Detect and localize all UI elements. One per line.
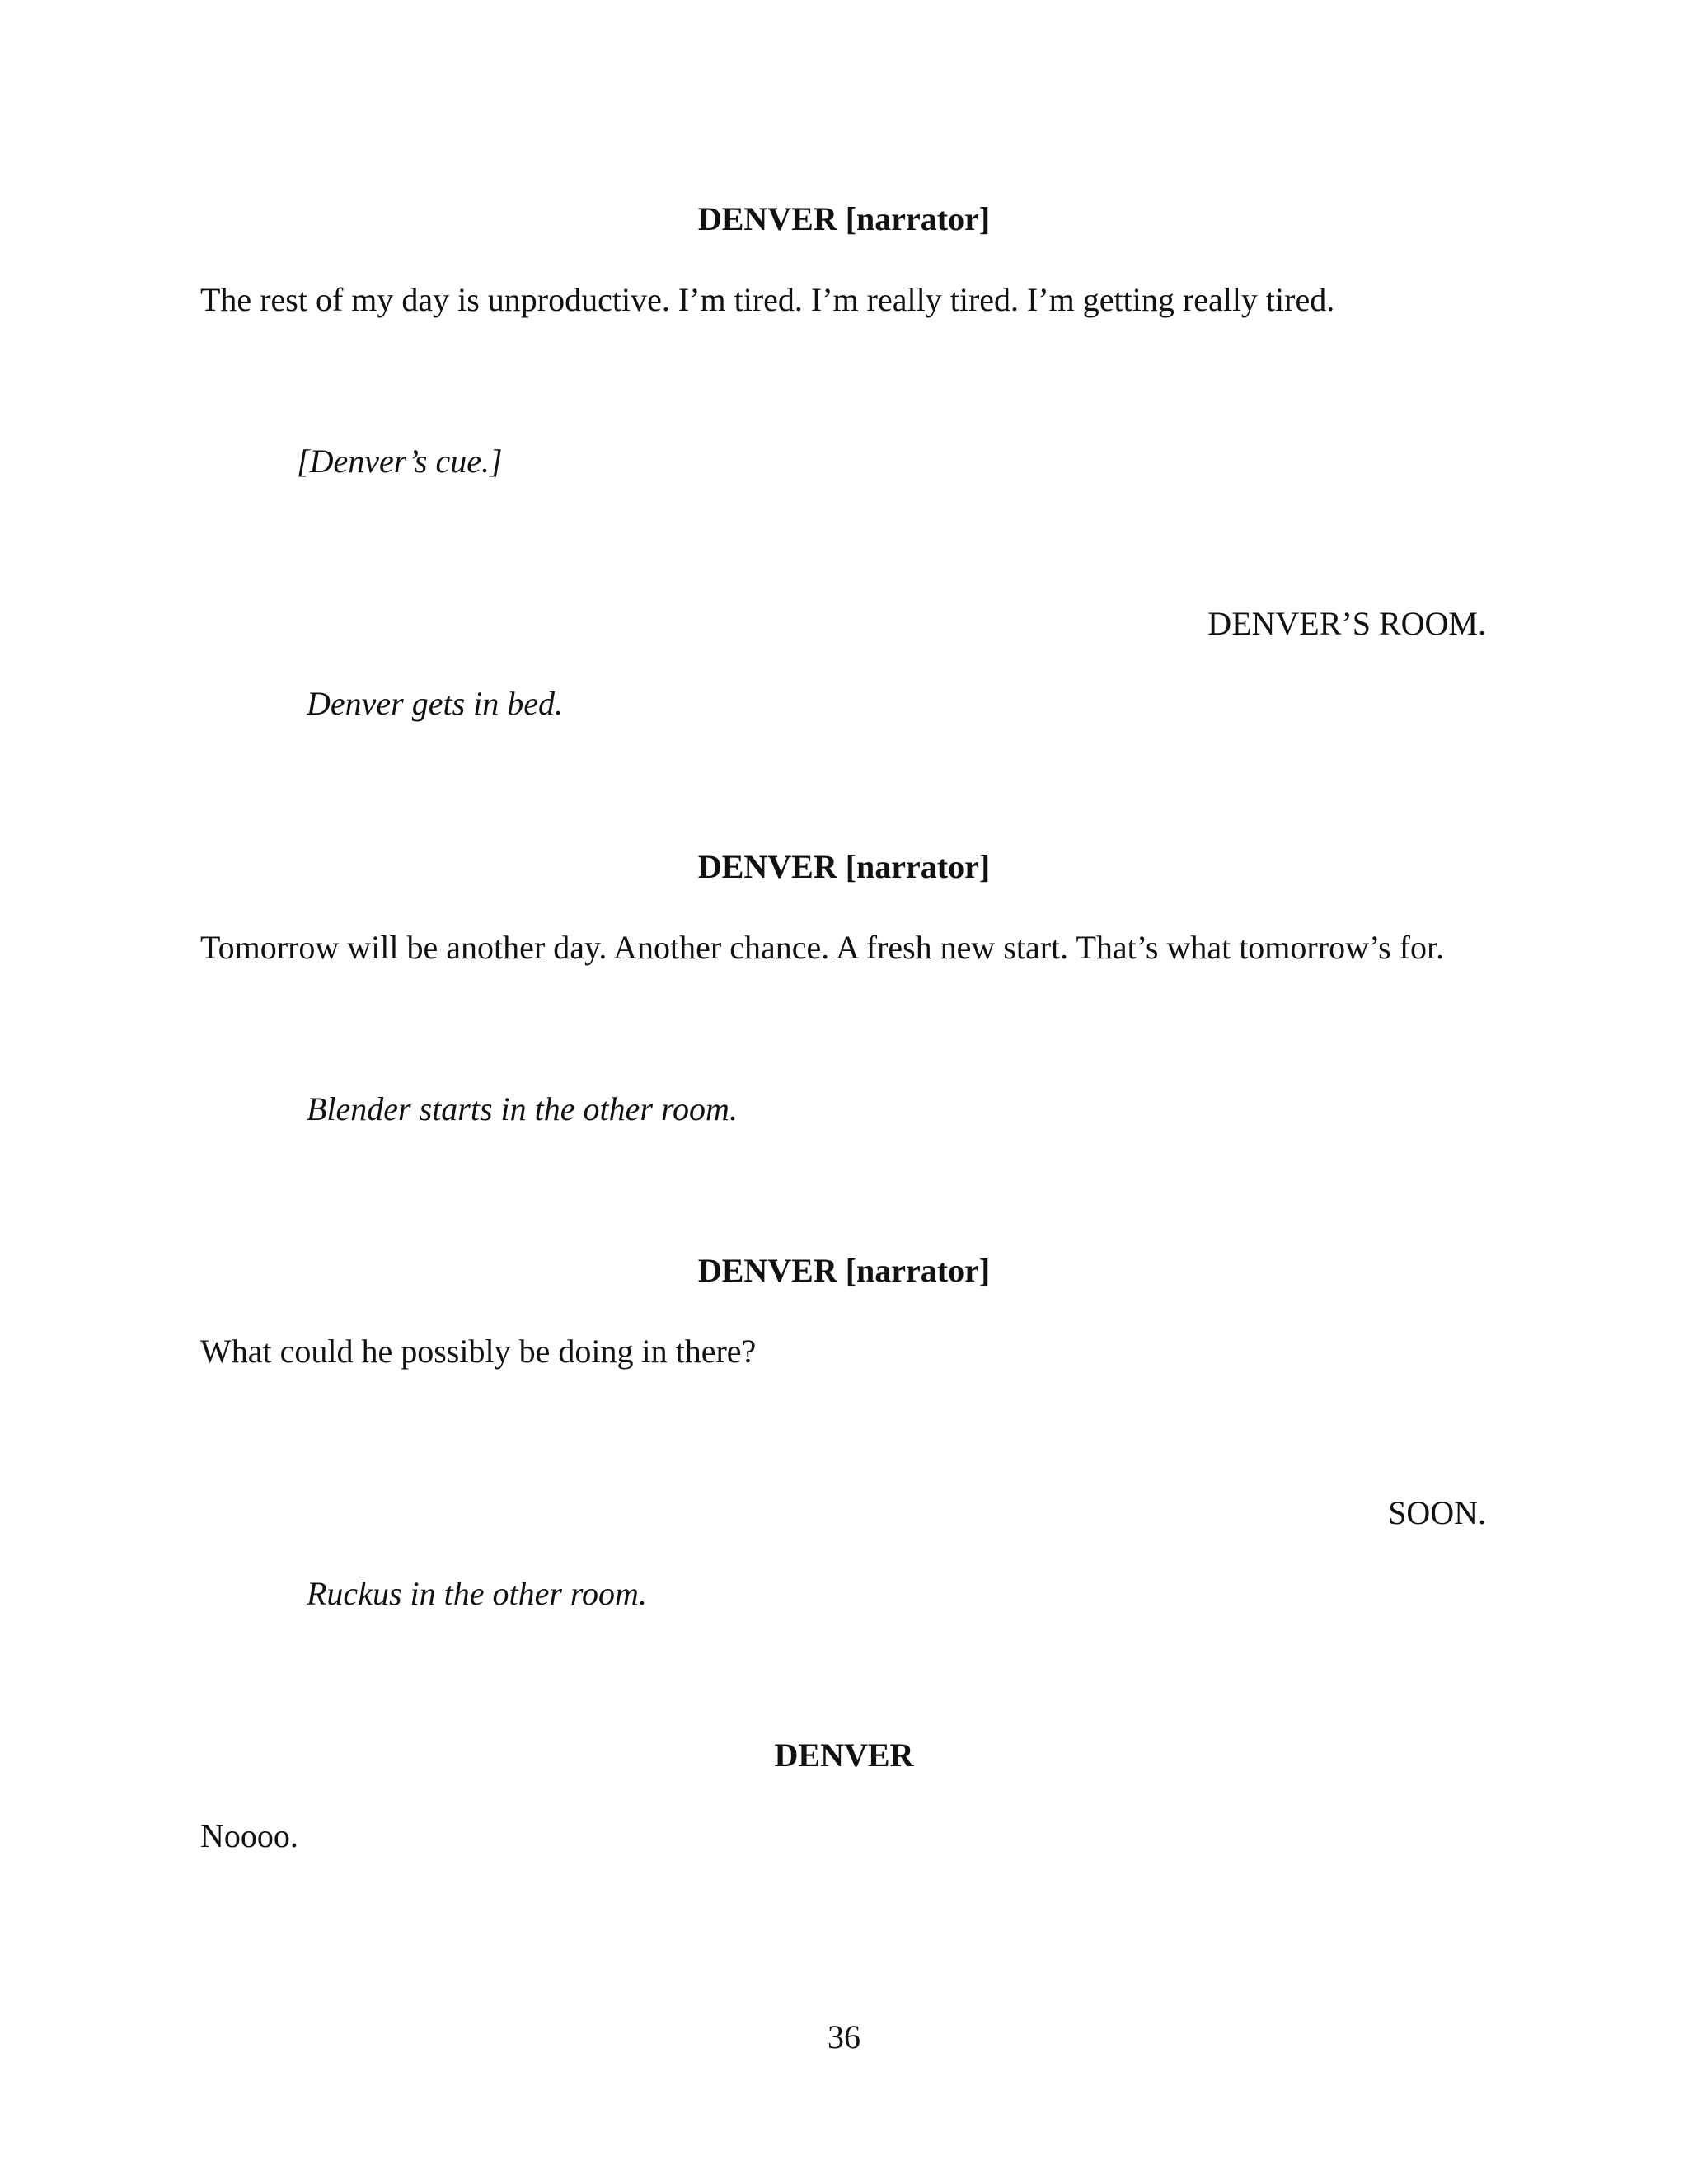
scene-heading: SOON. xyxy=(1388,1494,1486,1531)
scene-heading: DENVER’S ROOM. xyxy=(1207,605,1486,642)
dialogue-line: The rest of my day is unproductive. I’m tired. I’m really tired. I’m getting really tired. xyxy=(200,281,1335,318)
dialogue-line: What could he possibly be doing in there? xyxy=(200,1333,757,1370)
character-name: DENVER [narrator] xyxy=(697,1252,991,1289)
dialogue-line: Tomorrow will be another day. Another chance. A fresh new start. That’s what tomorrow’s for. xyxy=(200,929,1445,966)
stage-direction: Denver gets in bed. xyxy=(307,685,564,722)
character-name: DENVER xyxy=(774,1736,914,1774)
stage-direction: Ruckus in the other room. xyxy=(307,1575,647,1612)
character-name: DENVER [narrator] xyxy=(697,848,991,885)
stage-direction: Blender starts in the other room. xyxy=(307,1090,738,1127)
dialogue-line: Noooo. xyxy=(200,1817,298,1854)
page-number: 36 xyxy=(828,2018,860,2055)
character-name: DENVER [narrator] xyxy=(697,200,991,237)
cue-direction: [Denver’s cue.] xyxy=(297,443,503,480)
